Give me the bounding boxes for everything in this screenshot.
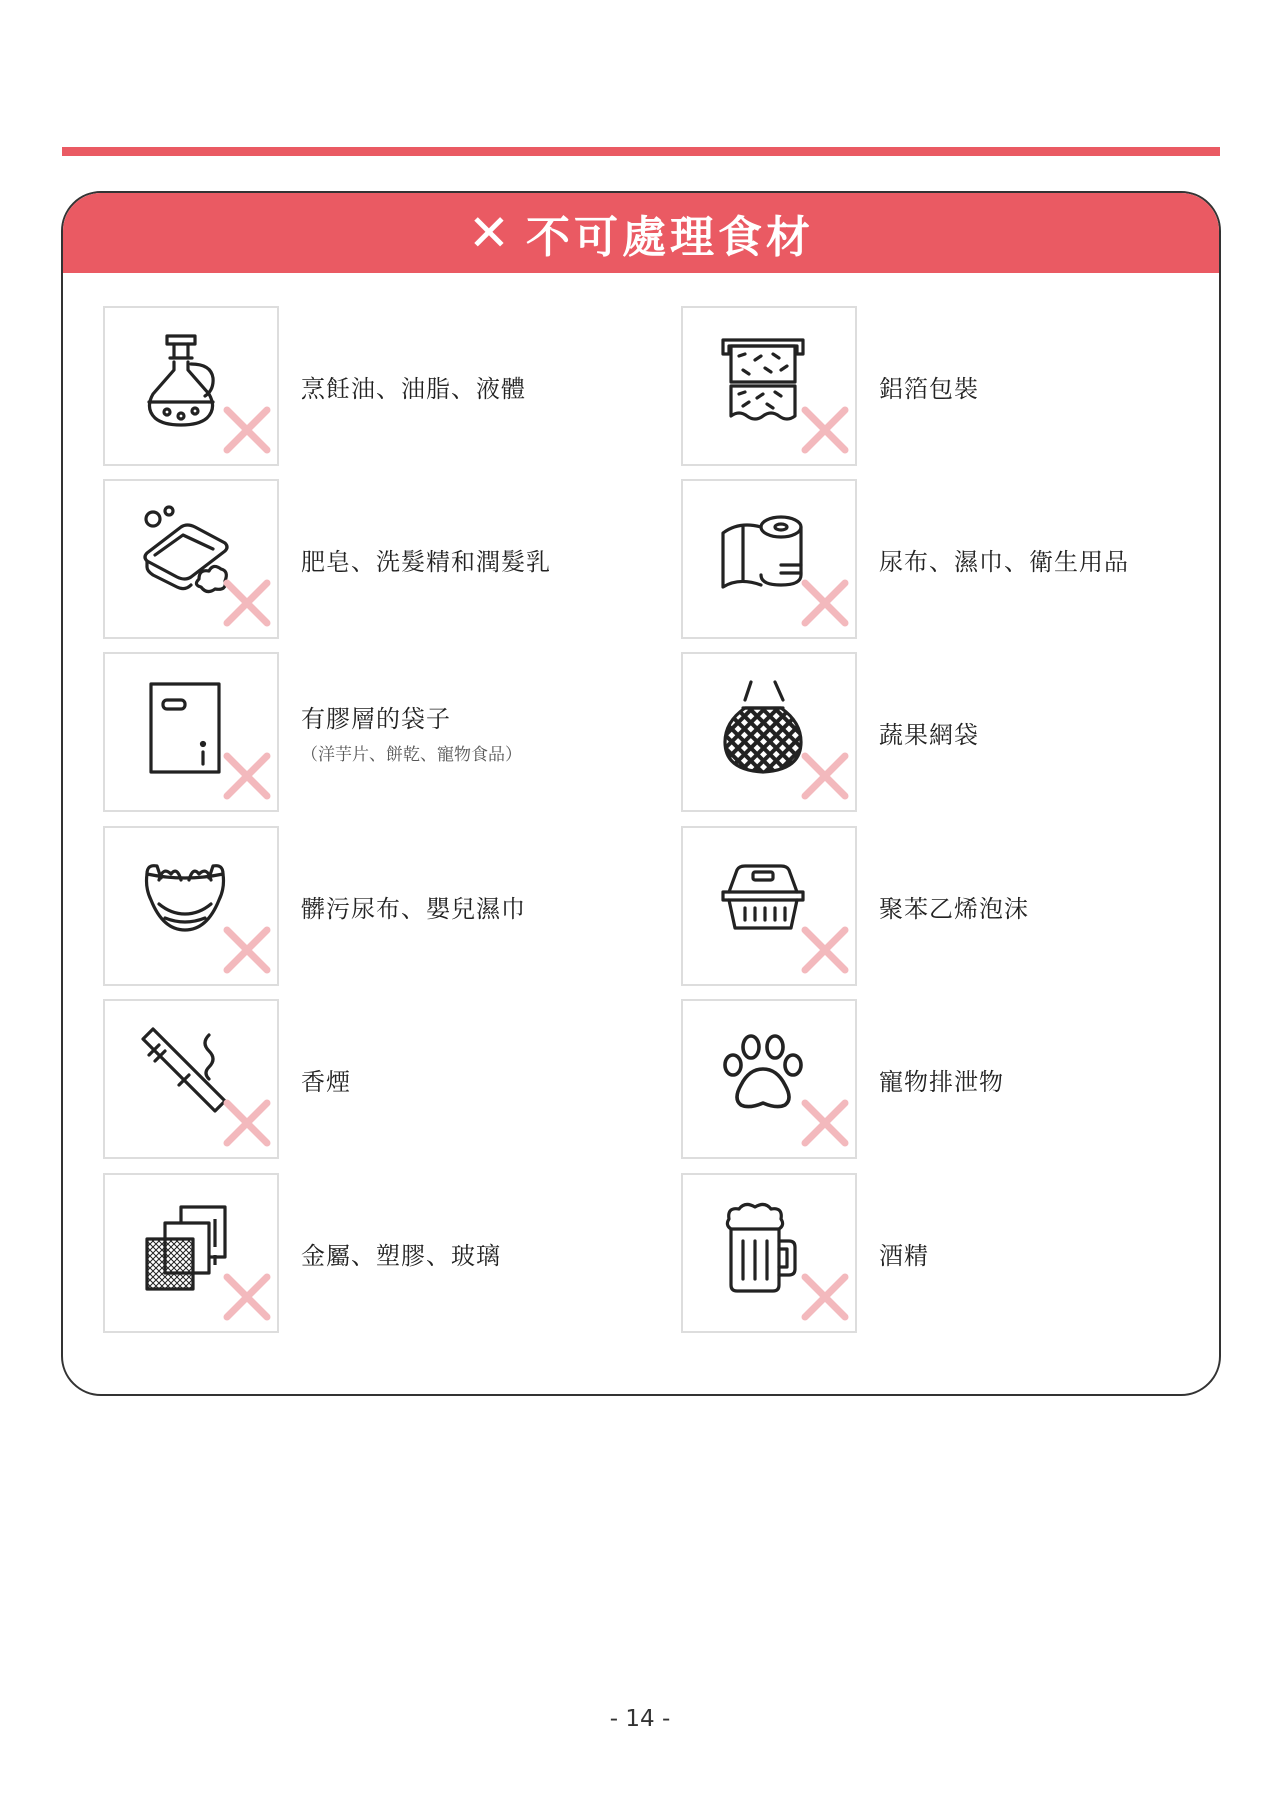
bag-icon <box>141 678 229 776</box>
list-item <box>681 479 1129 639</box>
cigarette-icon <box>141 1025 229 1123</box>
top-rule <box>62 147 1220 156</box>
item-label: 鋁箔包裝 <box>879 374 979 403</box>
item-sublabel: （洋芋片、餅乾、寵物食品） <box>301 745 522 765</box>
prohibited-x-icon <box>799 924 851 976</box>
prohibited-x-icon <box>221 1097 273 1149</box>
item-label: 酒精 <box>879 1241 929 1270</box>
icon-box <box>103 652 279 812</box>
prohibited-x-icon <box>799 1097 851 1149</box>
paw-icon <box>719 1025 807 1123</box>
prohibited-x-icon <box>799 577 851 629</box>
item-label: 烹飪油、油脂、液體 <box>301 374 526 403</box>
panel-title: 不可處理食材 <box>525 212 814 263</box>
item-label: 尿布、濕巾、衛生用品 <box>879 547 1129 576</box>
prohibited-x-icon <box>799 1271 851 1323</box>
item-label: 聚苯乙烯泡沫 <box>879 894 1029 923</box>
icon-box <box>681 1173 857 1333</box>
page-number: - 14 - <box>609 1706 671 1732</box>
icon-box <box>103 826 279 986</box>
soap-icon <box>141 505 229 603</box>
item-label: 髒污尿布、嬰兒濕巾 <box>301 894 526 923</box>
list-item <box>681 652 979 812</box>
list-item <box>103 999 351 1159</box>
prohibited-x-icon <box>221 577 273 629</box>
foil-roll-icon <box>719 332 807 430</box>
list-item <box>103 1173 501 1333</box>
item-label: 蔬果網袋 <box>879 720 979 749</box>
prohibited-x-icon <box>799 404 851 456</box>
item-label: 寵物排泄物 <box>879 1067 1004 1096</box>
mesh-bag-icon <box>719 678 807 776</box>
list-item <box>681 999 1004 1159</box>
prohibited-x-icon <box>221 750 273 802</box>
diaper-icon <box>141 852 229 950</box>
item-label: 肥皂、洗髮精和潤髮乳 <box>301 547 551 576</box>
icon-box <box>681 652 857 812</box>
foam-box-icon <box>719 852 807 950</box>
panel-header <box>63 193 1219 273</box>
icon-box <box>103 999 279 1159</box>
materials-icon <box>141 1199 229 1297</box>
list-item <box>681 306 979 466</box>
list-item <box>681 1173 929 1333</box>
icon-box <box>681 306 857 466</box>
icon-box <box>681 999 857 1159</box>
list-item <box>103 306 526 466</box>
icon-box <box>103 306 279 466</box>
prohibited-x-icon <box>221 1271 273 1323</box>
icon-box <box>103 1173 279 1333</box>
item-label: 有膠層的袋子 <box>301 705 451 733</box>
icon-box <box>681 479 857 639</box>
paper-roll-icon <box>719 505 807 603</box>
icon-box <box>103 479 279 639</box>
list-item <box>103 826 526 986</box>
oil-bottle-icon <box>141 332 229 430</box>
list-item <box>103 652 522 812</box>
item-label: 金屬、塑膠、玻璃 <box>301 1241 501 1270</box>
prohibited-x-icon <box>799 750 851 802</box>
cross-icon: ✕ <box>468 204 514 262</box>
prohibited-x-icon <box>221 404 273 456</box>
list-item <box>103 479 551 639</box>
beer-mug-icon <box>719 1199 807 1297</box>
icon-box <box>681 826 857 986</box>
prohibited-x-icon <box>221 924 273 976</box>
list-item <box>681 826 1029 986</box>
item-label: 香煙 <box>301 1067 351 1096</box>
